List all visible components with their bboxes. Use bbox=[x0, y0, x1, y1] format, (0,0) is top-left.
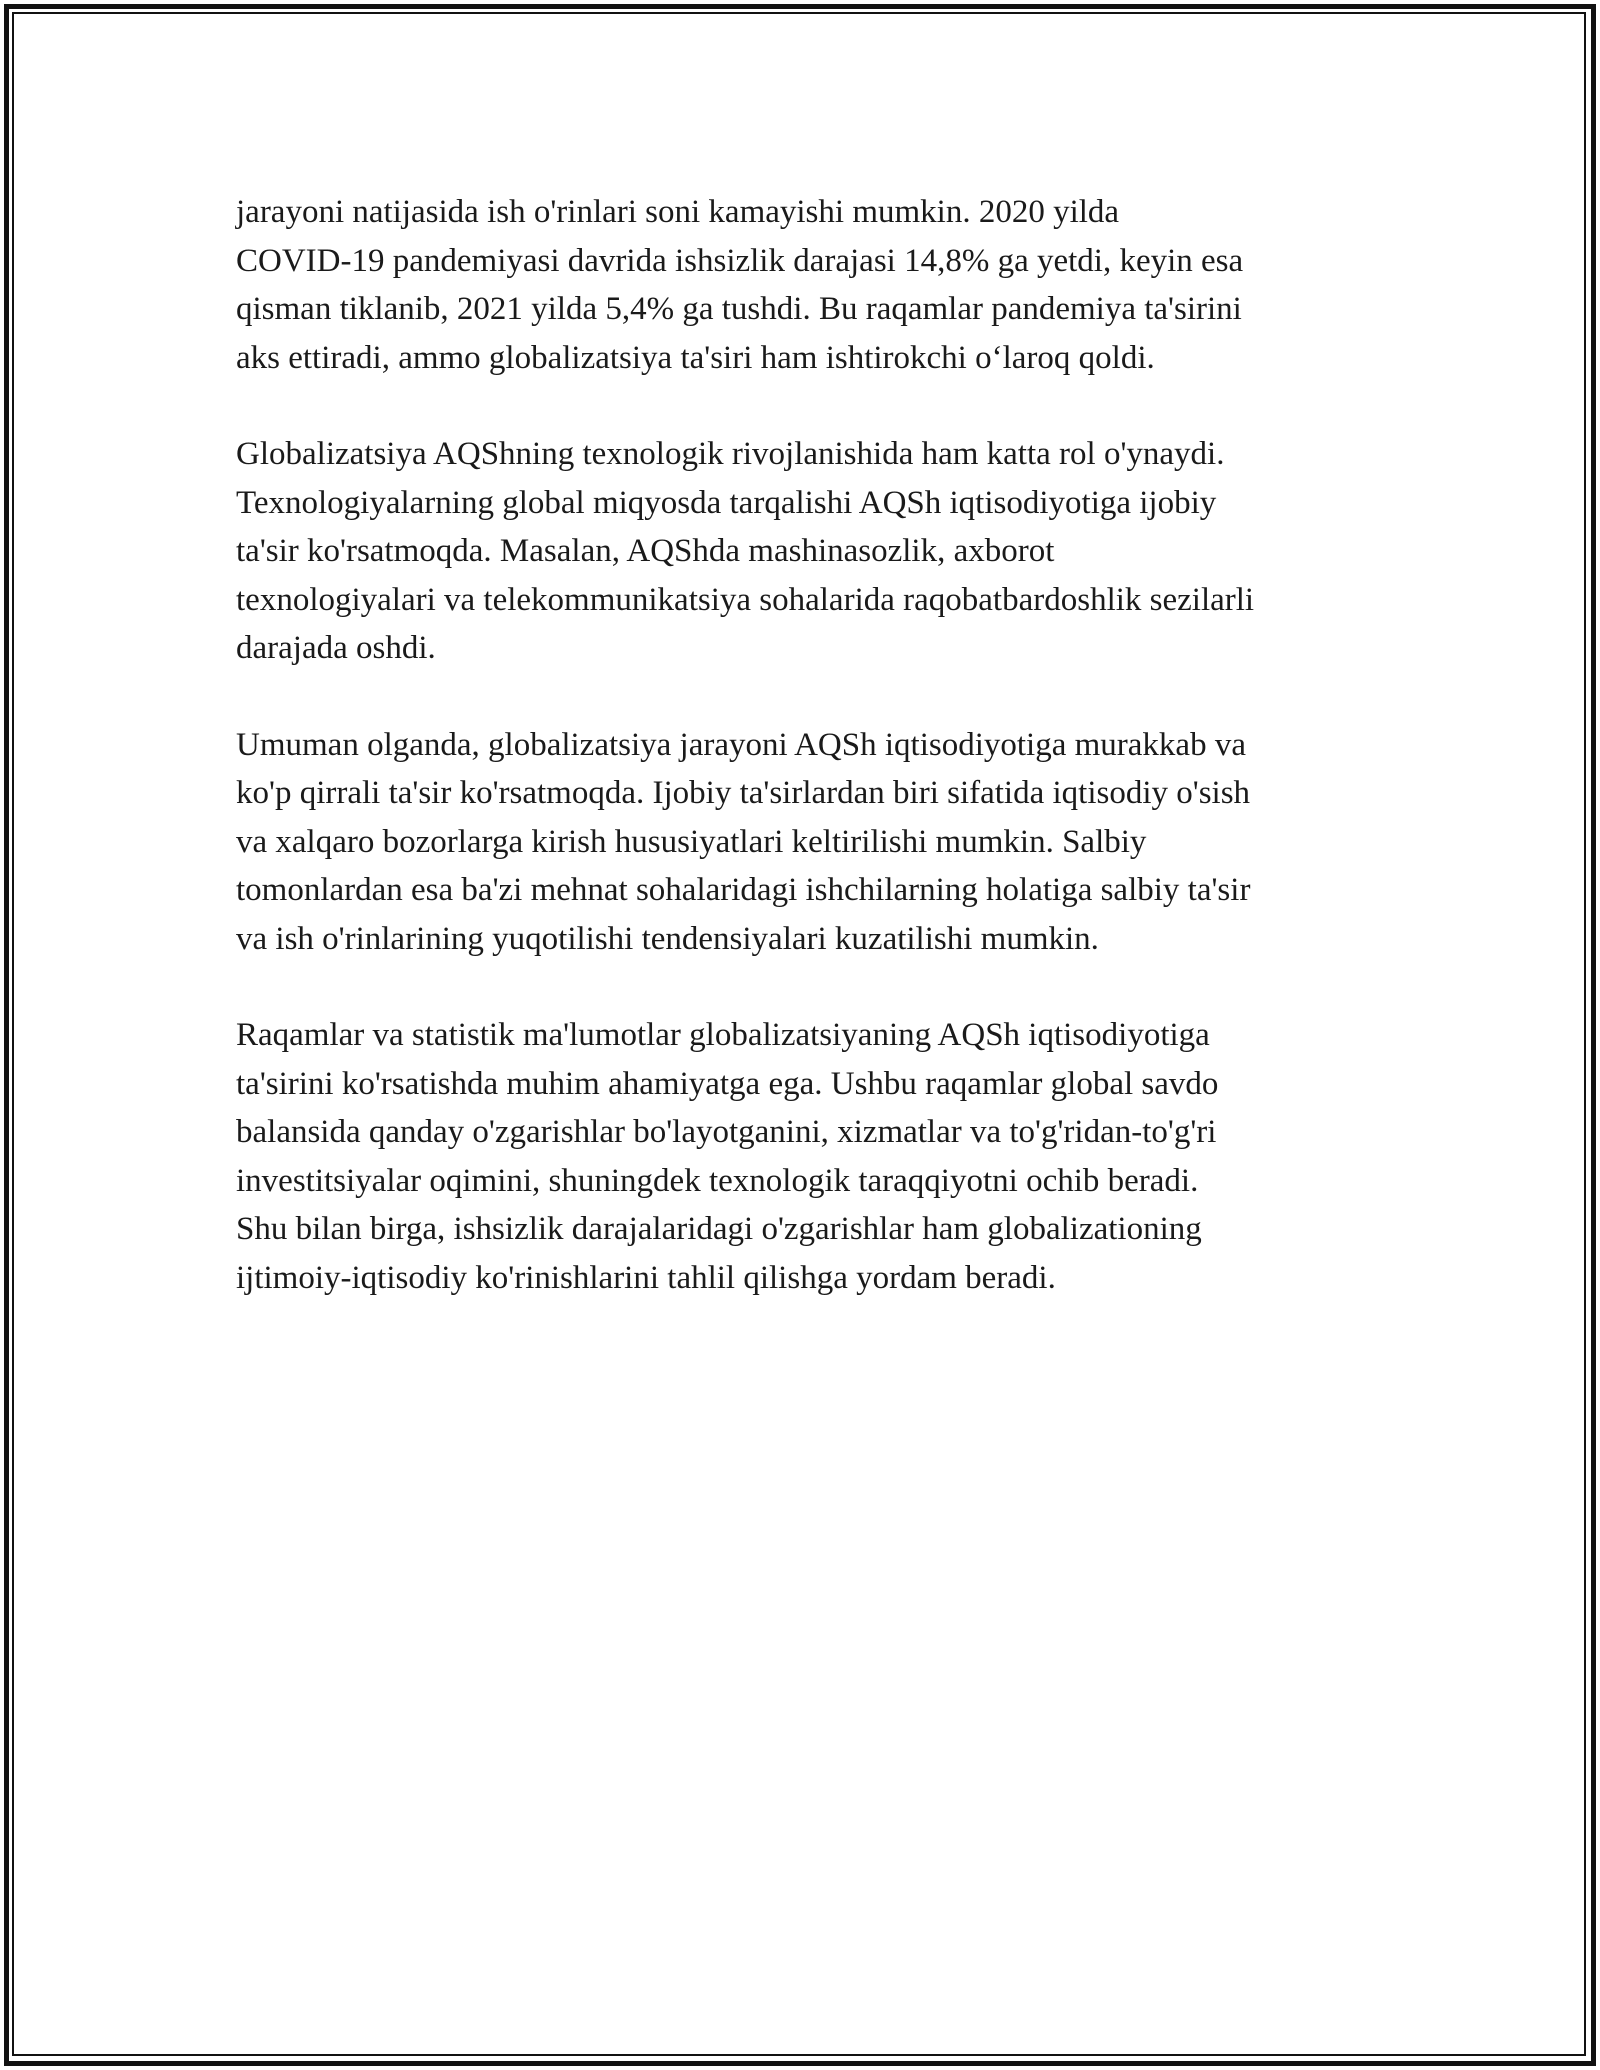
text-line: aks ettiradi, ammo globalizatsiya ta'siri ham ishtirokchi o‘laroq qoldi. bbox=[236, 339, 1155, 376]
text-line: Globalizatsiya AQShning texnologik rivojlanishida ham katta rol o'ynaydi. bbox=[236, 436, 1225, 472]
paragraph-4 bbox=[236, 1011, 1376, 1302]
paragraph-1 bbox=[236, 188, 1376, 382]
paragraph-2 bbox=[236, 430, 1376, 673]
text-line: Umuman olganda, globalizatsiya jarayoni AQSh iqtisodiyotiga murakkab va bbox=[236, 726, 1246, 763]
text-line: texnologiyalari va telekommunikatsiya sohalarida raqobatbardoshlik sezilarli bbox=[236, 581, 1255, 618]
text-line: ta'sirini ko'rsatishda muhim ahamiyatga ega. Ushbu raqamlar global savdo bbox=[236, 1065, 1219, 1102]
text-line: qisman tiklanib, 2021 yilda 5,4% ga tushdi. Bu raqamlar pandemiya ta'sirini bbox=[236, 291, 1242, 327]
text-line: darajada oshdi. bbox=[236, 630, 436, 666]
text-line: investitsiyalar oqimini, shuningdek texnologik taraqqiyotni ochib beradi. bbox=[236, 1162, 1199, 1199]
text-line: Shu bilan birga, ishsizlik darajalaridagi o'zgarishlar ham globalizationing bbox=[236, 1211, 1202, 1247]
text-line: va xalqaro bozorlarga kirish hususiyatlari keltirilishi mumkin. Salbiy bbox=[236, 823, 1147, 860]
text-line: COVID-19 pandemiyasi davrida ishsizlik darajasi 14,8% ga yetdi, keyin esa bbox=[236, 242, 1244, 279]
text-line: Raqamlar va statistik ma'lumotlar globalizatsiyaning AQSh iqtisodiyotiga bbox=[236, 1017, 1210, 1053]
text-line: ijtimoiy-iqtisodiy ko'rinishlarini tahlil qilishga yordam beradi. bbox=[236, 1259, 1056, 1296]
document-body bbox=[236, 188, 1376, 1350]
text-line: Texnologiyalarning global miqyosda tarqalishi AQSh iqtisodiyotiga ijobiy bbox=[236, 484, 1217, 521]
text-line: ko'p qirrali ta'sir ko'rsatmoqda. Ijobiy ta'sirlardan biri sifatida iqtisodiy o'sish bbox=[236, 775, 1251, 811]
text-line: jarayoni natijasida ish o'rinlari soni kamayishi mumkin. 2020 yilda bbox=[236, 194, 1120, 230]
text-line: tomonlardan esa ba'zi mehnat sohalaridagi ishchilarning holatiga salbiy ta'sir bbox=[236, 872, 1251, 908]
text-line: ta'sir ko'rsatmoqda. Masalan, AQShda mashinasozlik, axborot bbox=[236, 533, 1055, 569]
text-line: balansida qanday o'zgarishlar bo'layotganini, xizmatlar va to'g'ridan-to'g'ri bbox=[236, 1114, 1217, 1150]
paragraph-3 bbox=[236, 721, 1376, 964]
text-line: va ish o'rinlarining yuqotilishi tendensiyalari kuzatilishi mumkin. bbox=[236, 920, 1099, 957]
